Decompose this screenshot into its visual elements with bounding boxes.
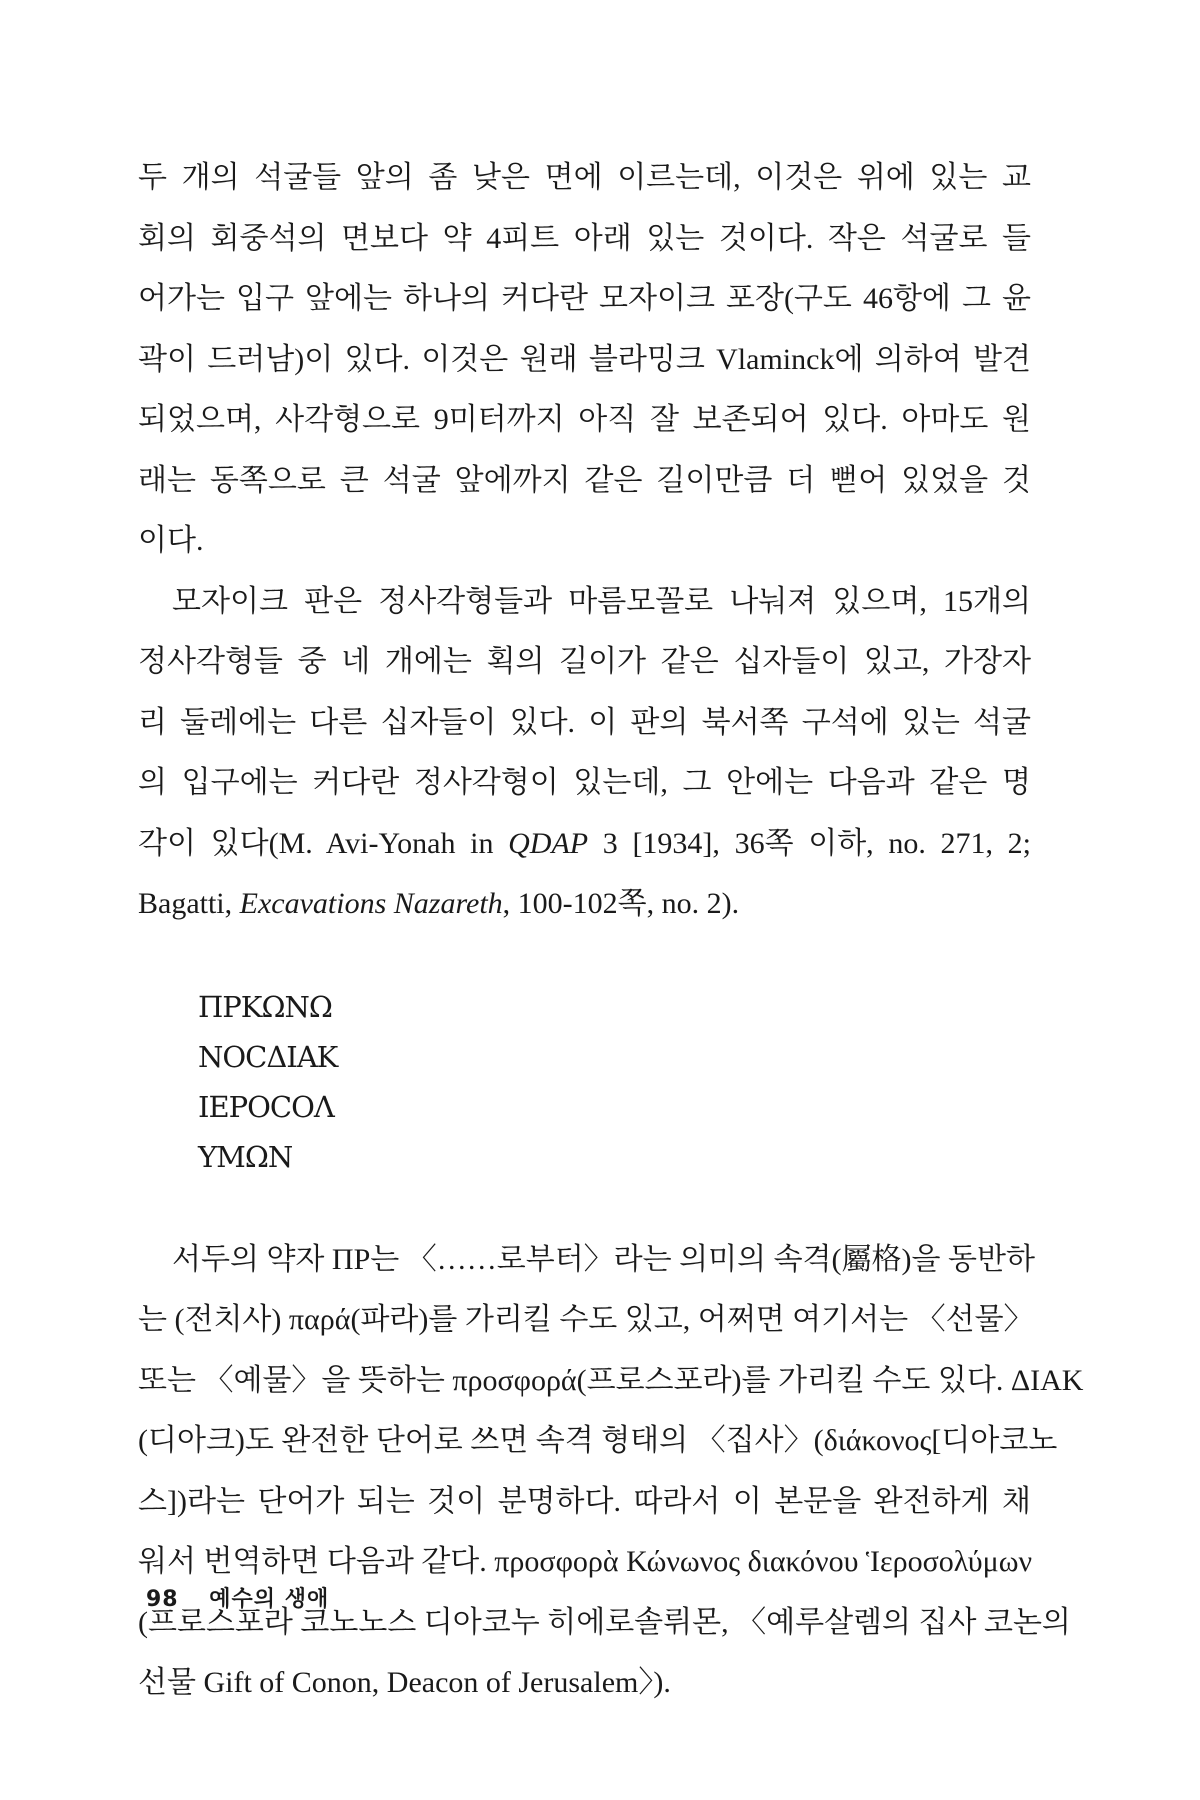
text-line-citation (138, 814, 1031, 875)
text-line: 정사각형들 중 네 개에는 획의 길이가 같은 십자들이 있고, 가장자 (138, 645, 1031, 678)
text-line: 의 입구에는 커다란 정사각형이 있는데, 그 안에는 다음과 같은 명 (138, 766, 1031, 799)
text-line: 워서 번역하면 다음과 같다. προσφορὰ Κώνωνος διακόνου Ἱεροσολύμων (138, 1545, 1033, 1578)
running-title: 예수의 생애 (209, 1587, 330, 1612)
text-line: 회의 회중석의 면보다 약 4피트 아래 있는 것이다. 작은 석굴로 들 (138, 221, 1031, 255)
text-line-citation (138, 874, 1031, 935)
text-line: 이다. (138, 524, 204, 557)
text-line: 모자이크 판은 정사각형들과 마름모꼴로 나눠져 있으며, 15개의 (172, 584, 1031, 618)
paragraph-1 (138, 148, 1031, 572)
text-line: 되었으며, 사각형으로 9미터까지 아직 잘 보존되어 있다. 아마도 원 (138, 403, 1031, 436)
inscription-line: YMΩN (198, 1139, 293, 1174)
text-line: 두 개의 석굴들 앞의 좀 낮은 면에 이르는데, 이것은 위에 있는 교 (138, 161, 1031, 194)
book-title: Excavations Nazareth (239, 887, 503, 920)
text-line: 리 둘레에는 다른 십자들이 있다. 이 판의 북서쪽 구석에 있는 석굴 (138, 705, 1031, 739)
text-line: 서두의 약자 ΠΡ는 〈……로부터〉라는 의미의 속격(屬格)을 동반하 (172, 1242, 1035, 1276)
text-line: 또는 〈예물〉을 뜻하는 προσφορά(프로스포라)를 가리킬 수도 있다. ΔIAK (138, 1363, 1084, 1397)
citation-text: 3 [1934], 36쪽 이하, no. 271, 2; (588, 826, 1031, 860)
inscription-line: IEPOCOΛ (198, 1089, 334, 1124)
citation-text: , 100-102쪽, no. 2). (502, 887, 740, 920)
text-line: 래는 동쪽으로 큰 석굴 앞에까지 같은 길이만큼 더 뻗어 있었을 것 (138, 463, 1031, 497)
text-line: 곽이 드러남)이 있다. 이것은 원래 블라밍크 Vlaminck에 의하여 발견 (138, 342, 1031, 376)
text-line: (디아크)도 완전한 단어로 쓰면 속격 형태의 〈집사〉(διάκονος[디아코노 (138, 1424, 1058, 1457)
text-line: 스])라는 단어가 되는 것이 분명하다. 따라서 이 본문을 완전하게 채 (138, 1484, 1031, 1518)
text-line: 선물 Gift of Conon, Deacon of Jerusalem〉). (138, 1666, 671, 1699)
citation-text: Bagatti, (138, 887, 240, 920)
text-line: 어가는 입구 앞에는 하나의 커다란 모자이크 포장(구도 46항에 그 윤 (138, 282, 1031, 315)
citation-text: 각이 있다(M. Avi-Yonah in (138, 826, 509, 860)
page-number: 98 (146, 1587, 179, 1612)
inscription-line: NOCΔIAK (198, 1039, 338, 1074)
page-footer (146, 1582, 329, 1613)
inscription-line: ΠΡΚΩΝΩ (198, 989, 332, 1024)
inscription-block (198, 982, 1031, 1182)
paragraph-2 (138, 572, 1031, 935)
text-line: 는 (전치사) παρά(파라)를 가리킬 수도 있고, 어쩌면 여기서는 〈선물〉 (138, 1303, 1034, 1336)
journal-title: QDAP (508, 826, 589, 860)
text-line: (프로스포라 코노노스 디아코누 히에로솔뤼몬, 〈예루살렘의 집사 코논의 (138, 1605, 1071, 1639)
page-body (138, 148, 1084, 1714)
paragraph-3 (138, 1230, 1084, 1714)
